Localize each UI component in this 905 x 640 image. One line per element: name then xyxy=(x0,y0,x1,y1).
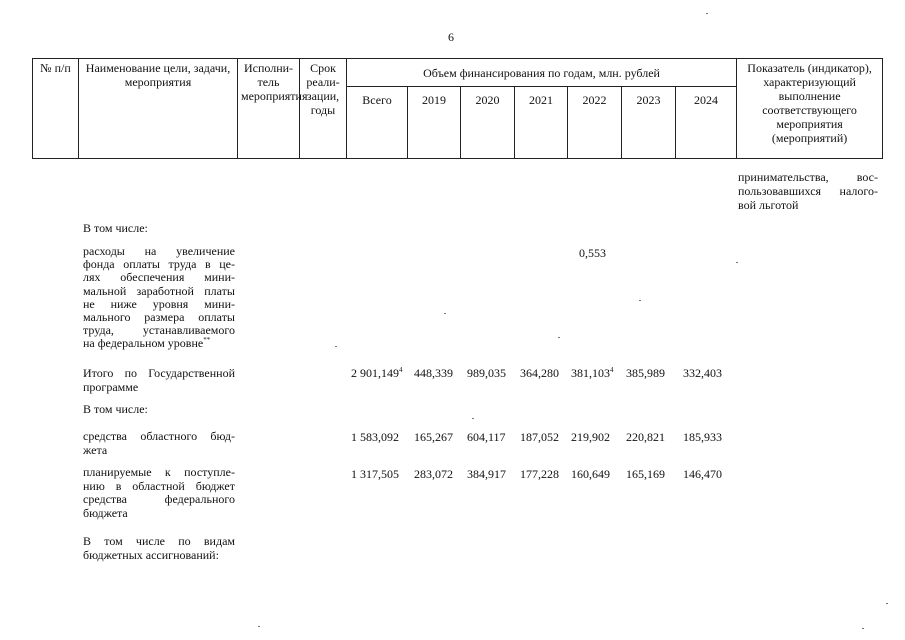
header-year-2021: 2021 xyxy=(515,87,568,159)
indicator-line: пользовавшихся налого- xyxy=(738,184,878,198)
federal-label xyxy=(83,466,235,520)
header-funding: Объем финансирования по годам, млн. рублей xyxy=(347,59,737,87)
label-line: мального размера оплаты xyxy=(83,310,235,325)
scan-speck xyxy=(258,626,260,627)
label-line: Итого по Государственной xyxy=(83,366,235,380)
indicator-line: принимательства, вос- xyxy=(738,170,878,184)
total-value-2023: 385,989 xyxy=(626,366,665,380)
label-line: программе xyxy=(83,380,139,394)
label-line: средства федерального xyxy=(83,492,235,506)
label-line: бюджетных ассигнований: xyxy=(83,548,219,562)
header-year-2022: 2022 xyxy=(568,87,622,159)
regional-value-2024: 185,933 xyxy=(683,430,722,444)
header-year-2019: 2019 xyxy=(408,87,461,159)
header-num: № п/п xyxy=(33,59,79,159)
federal-value-2019: 283,072 xyxy=(414,467,453,481)
total-value-2020: 989,035 xyxy=(467,366,506,380)
total-value-2024: 332,403 xyxy=(683,366,722,380)
indicator-line: вой льготой xyxy=(738,198,799,212)
scan-speck xyxy=(706,13,708,14)
header-year-2020: 2020 xyxy=(461,87,515,159)
in-that-label: В том числе: xyxy=(83,402,148,416)
header-total: Всего xyxy=(347,87,408,159)
regional-value-all: 1 583,092 xyxy=(351,430,399,444)
total-value-all xyxy=(351,366,403,381)
federal-value-2020: 384,917 xyxy=(467,467,506,481)
label-line: труда, устанавливаемого xyxy=(83,323,235,338)
regional-label xyxy=(83,429,235,457)
federal-value-2024: 146,470 xyxy=(683,467,722,481)
header-year-2024: 2024 xyxy=(676,87,737,159)
label-line: лях обеспечения мини- xyxy=(83,270,235,285)
total-value-2022 xyxy=(571,366,614,381)
label-line: планируемые к поступле- xyxy=(83,465,235,479)
label-line: мальной заработной платы xyxy=(83,283,235,298)
footnote-mark: 4 xyxy=(399,366,403,374)
total-value-2021: 364,280 xyxy=(520,366,559,380)
page-number: 6 xyxy=(448,30,454,44)
in-that-label: В том числе: xyxy=(83,221,148,235)
label-text: на федеральном уровне xyxy=(83,336,204,351)
label-line: жета xyxy=(83,443,108,457)
regional-value-2020: 604,117 xyxy=(467,430,506,444)
indicator-continuation xyxy=(738,170,878,212)
label-line: расходы на увеличение xyxy=(83,244,235,258)
regional-value-2023: 220,821 xyxy=(626,430,665,444)
label-line: нию в областной бюджет xyxy=(83,478,235,493)
value-text: 2 901,149 xyxy=(351,366,399,380)
scan-speck xyxy=(736,262,738,263)
federal-value-2022: 160,649 xyxy=(571,467,610,481)
header-year-2023: 2023 xyxy=(622,87,676,159)
by-type-label xyxy=(83,534,235,562)
scan-speck xyxy=(335,346,337,347)
scan-speck xyxy=(558,337,560,338)
regional-value-2022: 219,902 xyxy=(571,430,610,444)
scan-speck xyxy=(472,418,474,419)
label-line xyxy=(83,337,235,350)
label-line: бюджета xyxy=(83,505,128,520)
regional-value-2019: 165,267 xyxy=(414,430,453,444)
scan-speck xyxy=(444,313,446,314)
federal-value-all: 1 317,505 xyxy=(351,467,399,481)
header-executor: Исполни-тель мероприятия xyxy=(238,59,300,159)
scan-speck xyxy=(639,300,641,301)
label-line: В том числе по видам xyxy=(83,534,235,548)
federal-value-2021: 177,228 xyxy=(520,467,559,481)
scan-speck xyxy=(862,628,864,629)
label-line: фонда оплаты труда в це- xyxy=(83,257,235,272)
footnote-mark: 4 xyxy=(610,366,614,374)
header-term: Срок реали-зации, годы xyxy=(300,59,347,159)
header-table xyxy=(32,58,883,159)
total-value-2019: 448,339 xyxy=(414,366,453,380)
expenses-2022-value: 0,553 xyxy=(579,246,606,260)
total-label xyxy=(83,366,235,394)
header-name: Наименование цели, задачи, мероприятия xyxy=(79,59,238,159)
expenses-label xyxy=(83,245,235,351)
scan-speck xyxy=(886,603,888,604)
label-line: не ниже уровня мини- xyxy=(83,296,235,311)
footnote-mark: ** xyxy=(203,336,211,345)
label-line: средства областного бюд- xyxy=(83,429,235,443)
header-indicator: Показатель (индикатор), характеризующий выполнение соответствующего мероприятия (мероприятий) xyxy=(737,59,883,159)
regional-value-2021: 187,052 xyxy=(520,430,559,444)
value-text: 381,103 xyxy=(571,366,610,380)
federal-value-2023: 165,169 xyxy=(626,467,665,481)
